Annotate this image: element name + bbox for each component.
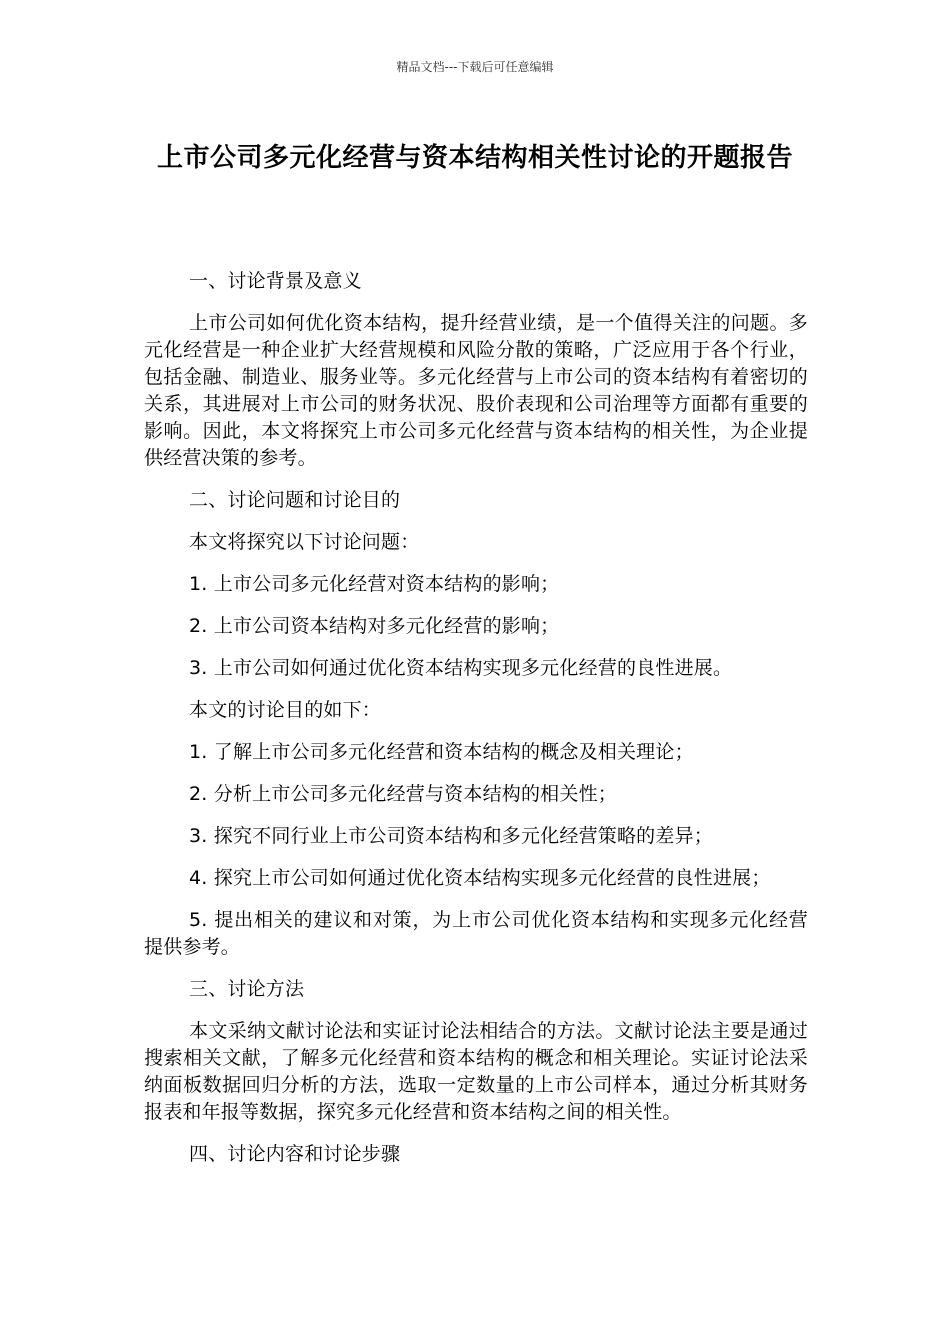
list-item-goal-3: 3. 探究不同行业上市公司资本结构和多元化经营策略的差异；: [189, 825, 713, 847]
paragraph-methods: 本文采纳文献讨论法和实证讨论法相结合的方法。文献讨论法主要是通过搜索相关文献，了解多元化经营和资本结构的概念和相关理论。实证讨论法采纳面板数据回归分析的方法，选取一定数量的上市公司样本，通过分析其财务报表和年报等数据，探究多元化经营和资本结构之间的相关性。: [144, 1020, 808, 1123]
section-heading-content: 四、讨论内容和讨论步骤: [189, 1143, 401, 1165]
document-body: [144, 268, 808, 1183]
section-heading-methods: 三、讨论方法: [189, 978, 305, 1000]
list-item-question-1: 1. 上市公司多元化经营对资本结构的影响；: [189, 573, 560, 595]
document-title: 上市公司多元化经营与资本结构相关性讨论的开题报告: [156, 143, 793, 173]
section-heading-questions: 二、讨论问题和讨论目的: [189, 489, 401, 511]
section-heading-background: 一、讨论背景及意义: [189, 270, 362, 292]
paragraph-goals-intro: 本文的讨论目的如下：: [189, 699, 382, 721]
list-item-question-2: 2. 上市公司资本结构对多元化经营的影响；: [189, 615, 560, 637]
list-item-goal-4: 4. 探究上市公司如何通过优化资本结构实现多元化经营的良性进展；: [189, 867, 771, 889]
page-header: 精品文档---下载后可任意编辑: [396, 60, 554, 74]
list-item-goal-2: 2. 分析上市公司多元化经营与资本结构的相关性；: [189, 783, 617, 805]
list-item-question-3: 3. 上市公司如何通过优化资本结构实现多元化经营的良性进展。: [189, 657, 733, 679]
paragraph-background: 上市公司如何优化资本结构，提升经营业绩，是一个值得关注的问题。多元化经营是一种企业扩大经营规模和风险分散的策略，广泛应用于各个行业，包括金融、制造业、服务业等。多元化经营与上市公司的资本结构有着密切的关系，其进展对上市公司的财务状况、股价表现和公司治理等方面都有重要的影响。因此，本文将探究上市公司多元化经营与资本结构的相关性，为企业提供经营决策的参考。: [144, 312, 808, 469]
paragraph-questions-intro: 本文将探究以下讨论问题：: [189, 531, 420, 553]
list-item-goal-1: 1. 了解上市公司多元化经营和资本结构的概念及相关理论；: [189, 741, 694, 763]
list-item-goal-5: 5. 提出相关的建议和对策，为上市公司优化资本结构和实现多元化经营提供参考。: [144, 909, 808, 958]
